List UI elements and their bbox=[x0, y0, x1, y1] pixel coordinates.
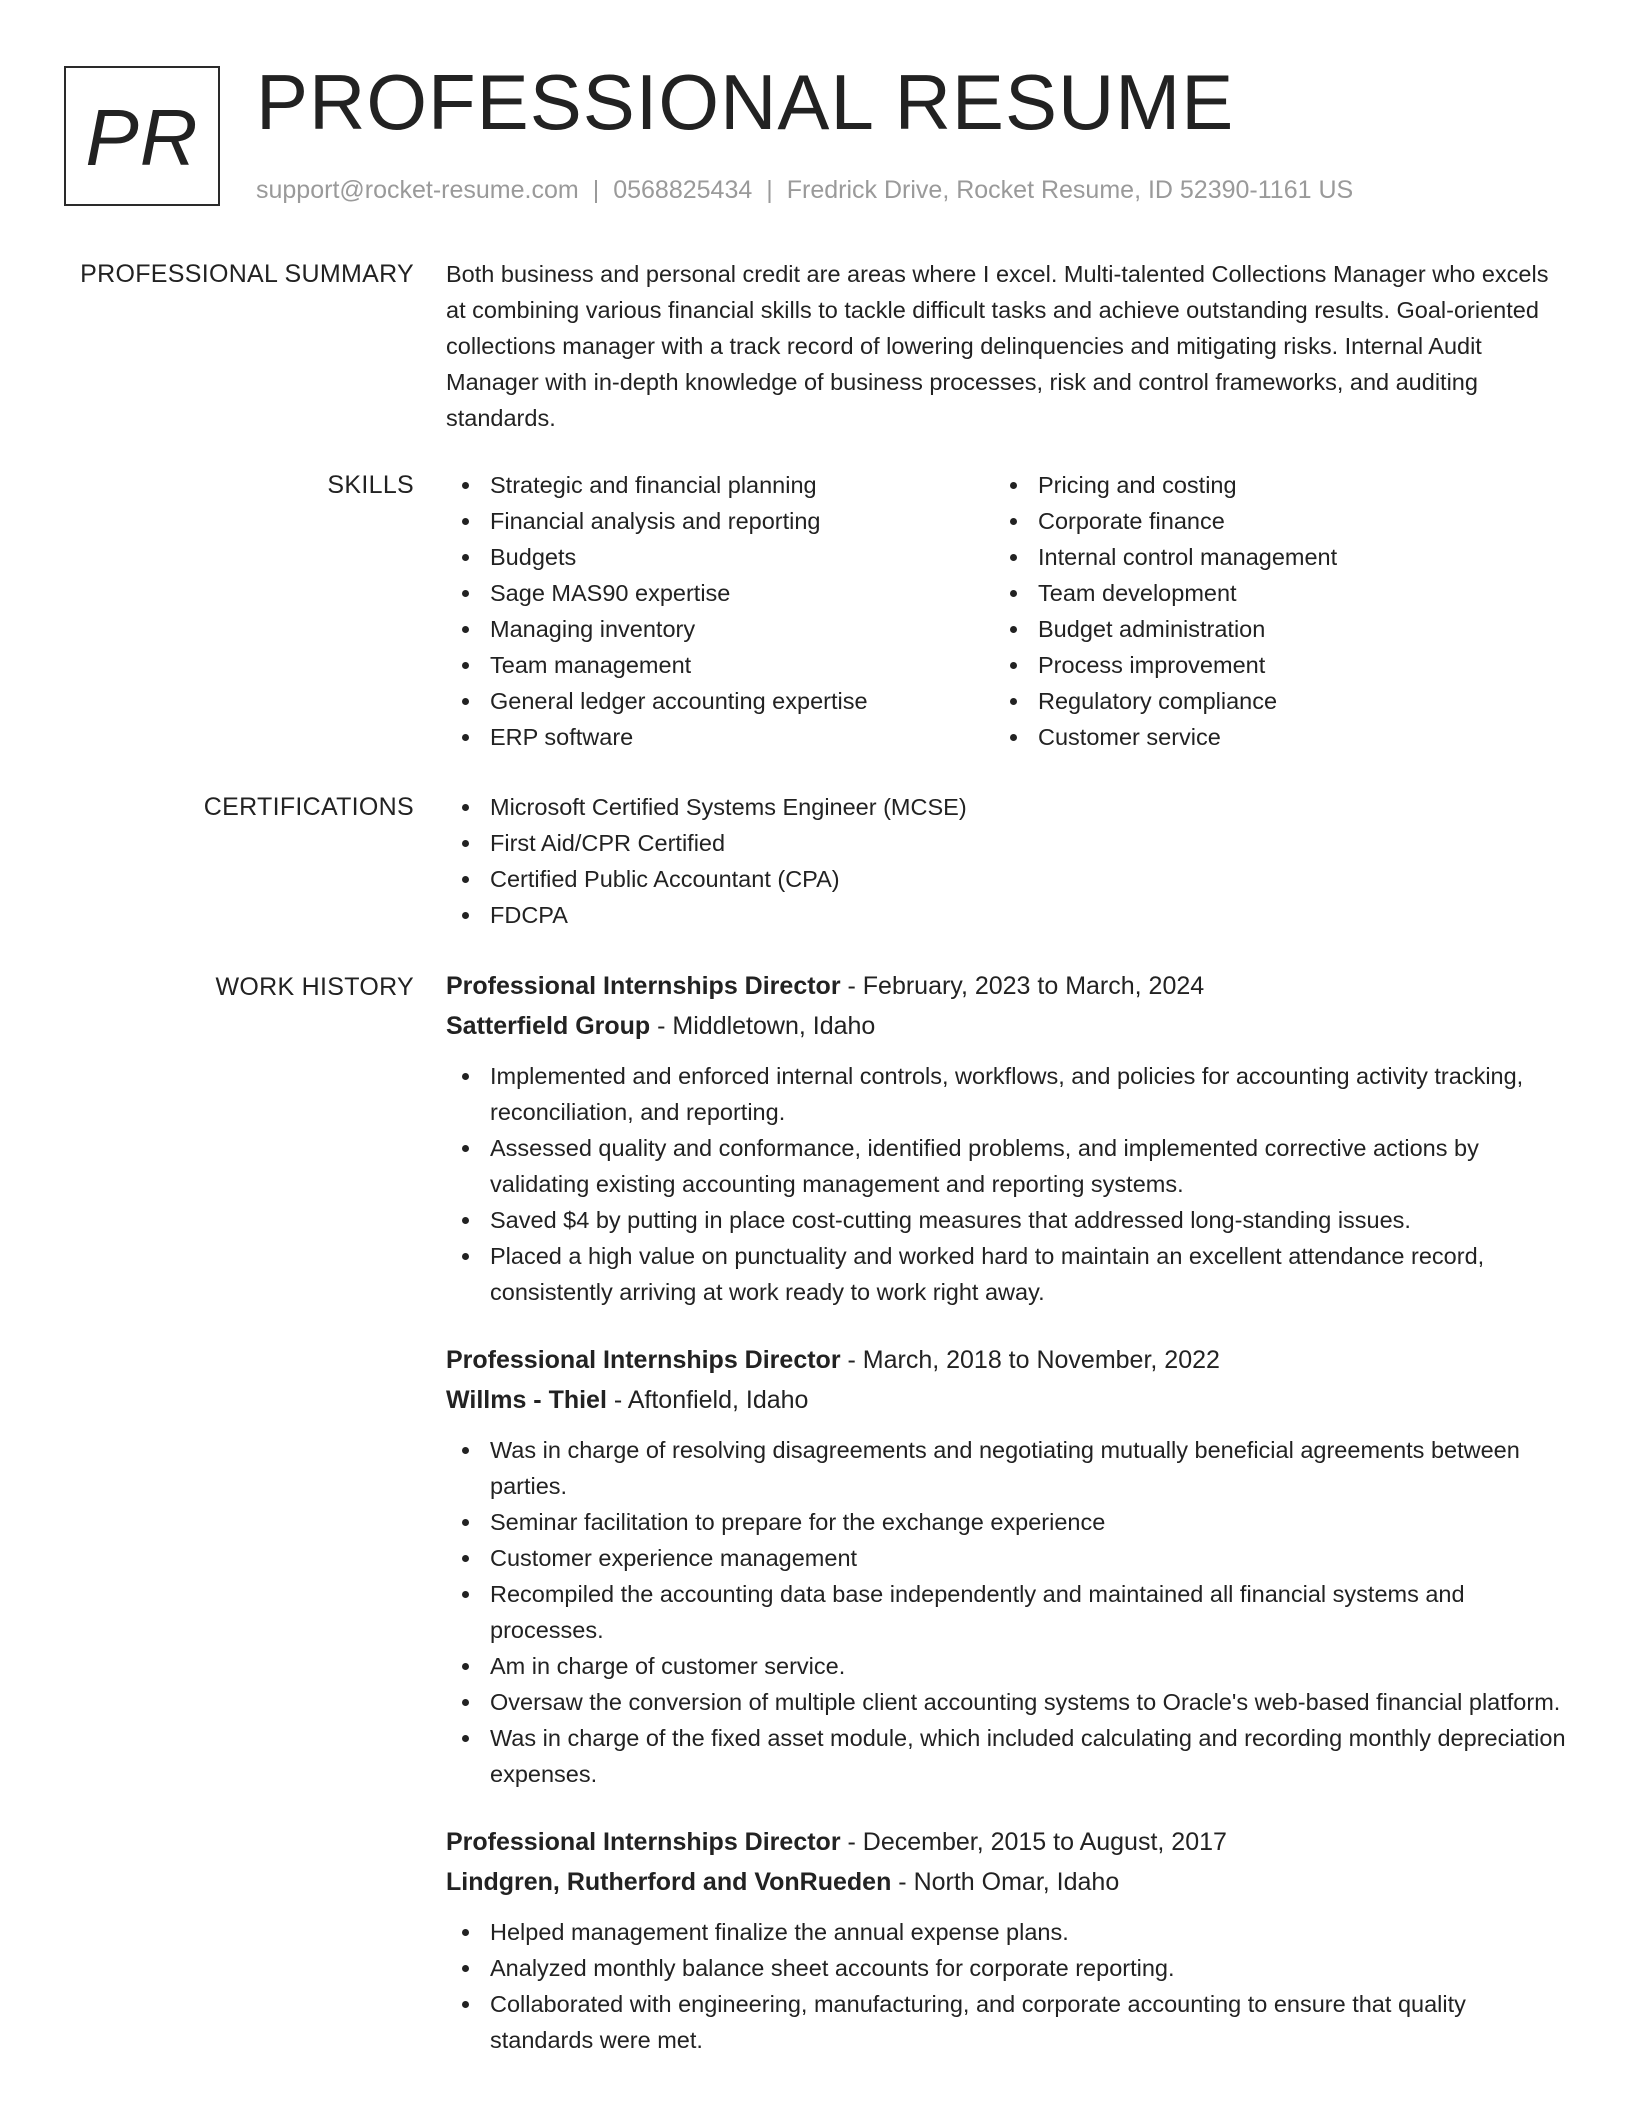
skill-item: Team development bbox=[994, 575, 1542, 611]
contact-separator: | bbox=[766, 176, 773, 204]
job-duty-item: Helped management finalize the annual expense plans. bbox=[446, 1914, 1566, 1950]
work-history-body bbox=[446, 966, 1566, 2088]
job-title: Professional Internships Director bbox=[446, 972, 841, 1000]
skill-item: Budgets bbox=[446, 539, 994, 575]
job-dates: - March, 2018 to November, 2022 bbox=[840, 1346, 1220, 1374]
skill-item: General ledger accounting expertise bbox=[446, 683, 994, 719]
job-entry bbox=[446, 966, 1566, 1310]
summary-heading: PROFESSIONAL SUMMARY bbox=[80, 260, 414, 288]
skill-item: ERP software bbox=[446, 719, 994, 755]
job-duty-item: Seminar facilitation to prepare for the exchange experience bbox=[446, 1504, 1566, 1540]
job-company-line bbox=[446, 1006, 1566, 1046]
certification-item: Certified Public Accountant (CPA) bbox=[446, 861, 1566, 897]
job-title: Professional Internships Director bbox=[446, 1346, 841, 1374]
contact-email: support@rocket-resume.com bbox=[256, 176, 579, 204]
skills-column-left bbox=[446, 467, 994, 755]
monogram-text: PR bbox=[85, 93, 199, 182]
skill-item: Managing inventory bbox=[446, 611, 994, 647]
job-duty-item: Saved $4 by putting in place cost-cutting measures that addressed long-standing issues. bbox=[446, 1202, 1566, 1238]
contact-separator: | bbox=[592, 176, 600, 204]
skill-item: Corporate finance bbox=[994, 503, 1542, 539]
skill-item: Process improvement bbox=[994, 647, 1542, 683]
job-location: - North Omar, Idaho bbox=[891, 1868, 1120, 1896]
skill-item: Strategic and financial planning bbox=[446, 467, 994, 503]
job-dates: - February, 2023 to March, 2024 bbox=[840, 972, 1205, 1000]
certifications-body bbox=[446, 789, 1566, 933]
skills-columns bbox=[446, 467, 1566, 755]
contact-address: Fredrick Drive, Rocket Resume, ID 52390-1161 US bbox=[786, 176, 1354, 204]
skills-body bbox=[446, 467, 1566, 755]
job-company: Satterfield Group bbox=[446, 1012, 651, 1040]
skills-heading: SKILLS bbox=[327, 471, 414, 499]
skills-column-right bbox=[994, 467, 1542, 755]
summary-text: Both business and personal credit are areas where I excel. Multi-talented Collections Manager who excels at combining various financial skills to tackle difficult tasks and achieve outstanding results. Goal-oriented collections manager with a track record of lowering delinquencies and mitigating risks. Internal Audit Manager with in-depth knowledge of business processes, risk and control frameworks, and auditing standards. bbox=[446, 261, 1549, 431]
resume-title: PROFESSIONAL RESUME bbox=[256, 58, 1235, 146]
skill-item: Customer service bbox=[994, 719, 1542, 755]
job-duty-item: Analyzed monthly balance sheet accounts for corporate reporting. bbox=[446, 1950, 1566, 1986]
job-location: - Aftonfield, Idaho bbox=[606, 1386, 809, 1414]
job-duty-item: Am in charge of customer service. bbox=[446, 1648, 1566, 1684]
job-company: Lindgren, Rutherford and VonRueden bbox=[446, 1868, 892, 1896]
job-duty-item: Assessed quality and conformance, identified problems, and implemented corrective actions by validating existing accounting management and reporting systems. bbox=[446, 1130, 1566, 1202]
job-location: - Middletown, Idaho bbox=[650, 1012, 876, 1040]
job-entry bbox=[446, 1822, 1566, 2058]
skill-item: Team management bbox=[446, 647, 994, 683]
job-duty-item: Collaborated with engineering, manufacturing, and corporate accounting to ensure that quality standards were met. bbox=[446, 1986, 1566, 2058]
job-entry bbox=[446, 1340, 1566, 1792]
job-title-line bbox=[446, 966, 1566, 1006]
job-title-line bbox=[446, 1340, 1566, 1380]
skills-list-right bbox=[994, 467, 1542, 755]
job-duty-item: Placed a high value on punctuality and worked hard to maintain an excellent attendance record, consistently arriving at work ready to work right away. bbox=[446, 1238, 1566, 1310]
certification-item: FDCPA bbox=[446, 897, 1566, 933]
job-company-line bbox=[446, 1380, 1566, 1420]
work-history-heading: WORK HISTORY bbox=[215, 973, 414, 1001]
certification-item: First Aid/CPR Certified bbox=[446, 825, 1566, 861]
job-duties-list bbox=[446, 1914, 1566, 2058]
skill-item: Financial analysis and reporting bbox=[446, 503, 994, 539]
job-duties-list bbox=[446, 1432, 1566, 1792]
job-duty-item: Customer experience management bbox=[446, 1540, 1566, 1576]
certifications-heading: CERTIFICATIONS bbox=[203, 793, 414, 821]
skills-list-left bbox=[446, 467, 994, 755]
job-company: Willms - Thiel bbox=[446, 1386, 607, 1414]
skill-item: Internal control management bbox=[994, 539, 1542, 575]
skill-item: Regulatory compliance bbox=[994, 683, 1542, 719]
skill-item: Sage MAS90 expertise bbox=[446, 575, 994, 611]
job-duty-item: Oversaw the conversion of multiple client accounting systems to Oracle's web-based financial platform. bbox=[446, 1684, 1566, 1720]
skill-item: Pricing and costing bbox=[994, 467, 1542, 503]
job-company-line bbox=[446, 1862, 1566, 1902]
job-title-line bbox=[446, 1822, 1566, 1862]
monogram-logo bbox=[64, 66, 220, 206]
certifications-list bbox=[446, 789, 1566, 933]
contact-line bbox=[256, 174, 1353, 206]
job-duty-item: Implemented and enforced internal controls, workflows, and policies for accounting activity tracking, reconciliation, and reporting. bbox=[446, 1058, 1566, 1130]
contact-phone: 0568825434 bbox=[613, 176, 753, 204]
job-title: Professional Internships Director bbox=[446, 1828, 841, 1856]
job-duty-item: Was in charge of resolving disagreements and negotiating mutually beneficial agreements between parties. bbox=[446, 1432, 1566, 1504]
certification-item: Microsoft Certified Systems Engineer (MCSE) bbox=[446, 789, 1566, 825]
job-dates: - December, 2015 to August, 2017 bbox=[840, 1828, 1227, 1856]
job-duty-item: Was in charge of the fixed asset module, which included calculating and recording monthly depreciation expenses. bbox=[446, 1720, 1566, 1792]
job-duty-item: Recompiled the accounting data base independently and maintained all financial systems and processes. bbox=[446, 1576, 1566, 1648]
skill-item: Budget administration bbox=[994, 611, 1542, 647]
job-duties-list bbox=[446, 1058, 1566, 1310]
